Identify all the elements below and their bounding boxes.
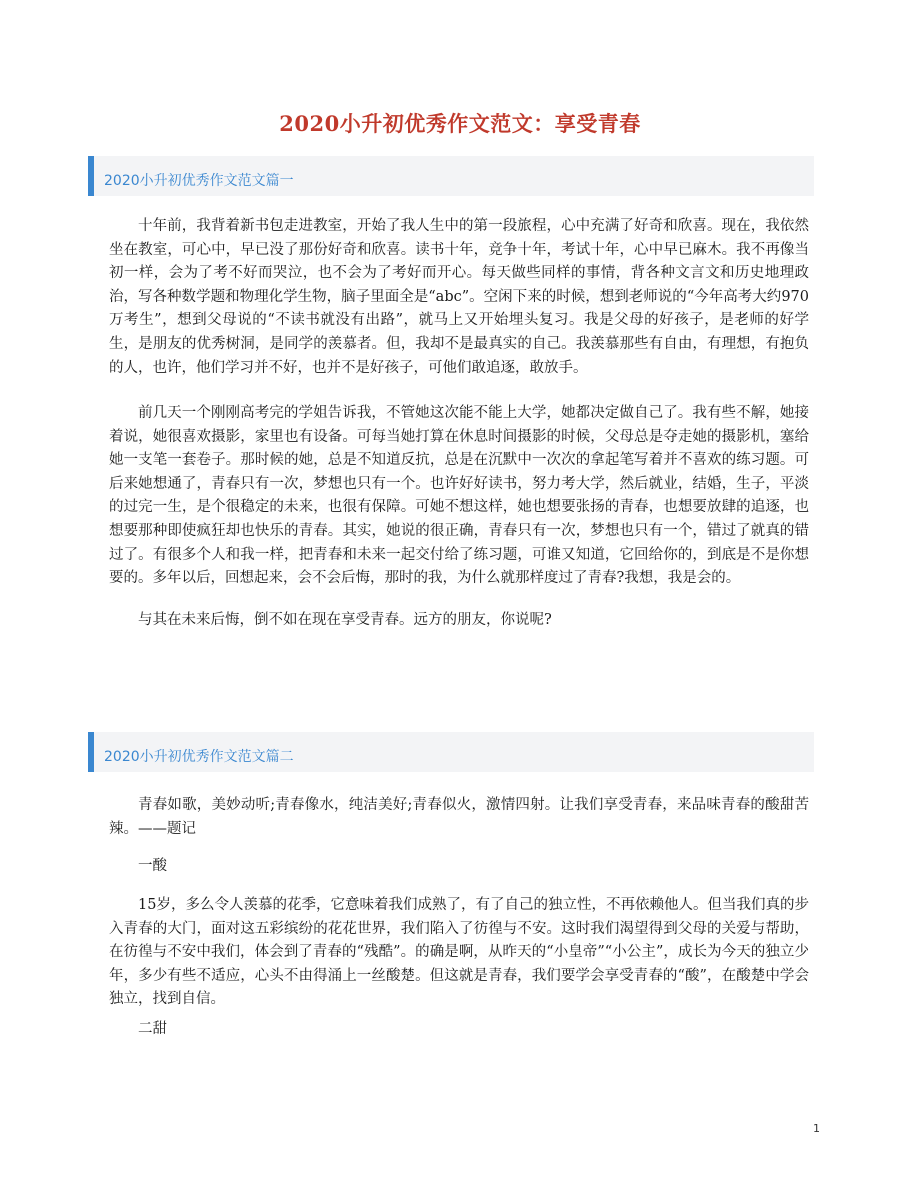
paragraph-2-2: 一酸 bbox=[138, 858, 167, 874]
page-number: 1 bbox=[813, 1122, 820, 1135]
paragraph-2-3: 15岁，多么令人羡慕的花季，它意味着我们成熟了，有了自己的独立性，不再依赖他人。但当我们真的步入青春的大门，面对这五彩缤纷的花花世界，我们陷入了彷徨与不安。这时我们渴望得到父母的关爱与帮助，在彷徨与不安中我们，体会到了青春的“残酷”。的确是啊，从昨天的“小皇帝”“小公主”，成长为今天的独立少年，多少有些不适应，心头不由得涌上一丝酸楚。但这就是青春，我们要学会享受青春的“酸”，在酸楚中学会独立，找到自信。 bbox=[109, 897, 809, 1008]
section-heading-1-label: 2020小升初优秀作文范文篇一 bbox=[104, 173, 294, 189]
section-heading-1 bbox=[88, 156, 814, 196]
document-title: 2020小升初优秀作文范文：享受青春 bbox=[279, 111, 641, 136]
paragraph-1-3: 与其在未来后悔，倒不如在现在享受青春。远方的朋友，你说呢? bbox=[138, 612, 552, 628]
paragraph-2-4: 二甜 bbox=[138, 1021, 167, 1037]
section-heading-2-label: 2020小升初优秀作文范文篇二 bbox=[104, 749, 294, 765]
paragraph-2-1: 青春如歌，美妙动听;青春像水，纯洁美好;青春似火，激情四射。让我们享受青春，来品味青春的酸甜苦辣。——题记 bbox=[109, 797, 809, 837]
section-heading-2 bbox=[88, 732, 814, 772]
paragraph-1-2: 前几天一个刚刚高考完的学姐告诉我，不管她这次能不能上大学，她都决定做自己了。我有些不解，她接着说，她很喜欢摄影，家里也有设备。可每当她打算在休息时间摄影的时候，父母总是夺走她的摄影机，塞给她一支笔一套卷子。那时候的她，总是不知道反抗，总是在沉默中一次次的拿起笔写着并不喜欢的练习题。可后来她想通了，青春只有一次，梦想也只有一个。也许好好读书，努力考大学，然后就业，结婚，生子，平淡的过完一生，是个很稳定的未来，也很有保障。可她不想这样，她也想要张扬的青春，也想要放肆的追逐，也想要那种即使疯狂却也快乐的青春。其实，她说的很正确，青春只有一次，梦想也只有一个，错过了就真的错过了。有很多个人和我一样，把青春和未来一起交付给了练习题，可谁又知道，它回给你的，到底是不是你想要的。多年以后，回想起来，会不会后悔，那时的我，为什么就那样度过了青春?我想，我是会的。 bbox=[109, 405, 809, 587]
paragraph-1-1: 十年前，我背着新书包走进教室，开始了我人生中的第一段旅程，心中充满了好奇和欣喜。现在，我依然坐在教室，可心中，早已没了那份好奇和欣喜。读书十年，竞争十年，考试十年，心中早已麻木。我不再像当初一样，会为了考不好而哭泣，也不会为了考好而开心。每天做些同样的事情，背各种文言文和历史地理政治，写各种数学题和物理化学生物，脑子里面全是“abc”。空闲下来的时候，想到老师说的“今年高考大约970万考生”，想到父母说的“不读书就没有出路”，就马上又开始埋头复习。我是父母的好孩子，是老师的好学生，是朋友的优秀树洞，是同学的羡慕者。但，我却不是最真实的自己。我羡慕那些有自由，有理想，有抱负的人，也许，他们学习并不好，也并不是好孩子，可他们敢追逐，敢放手。 bbox=[109, 218, 809, 376]
